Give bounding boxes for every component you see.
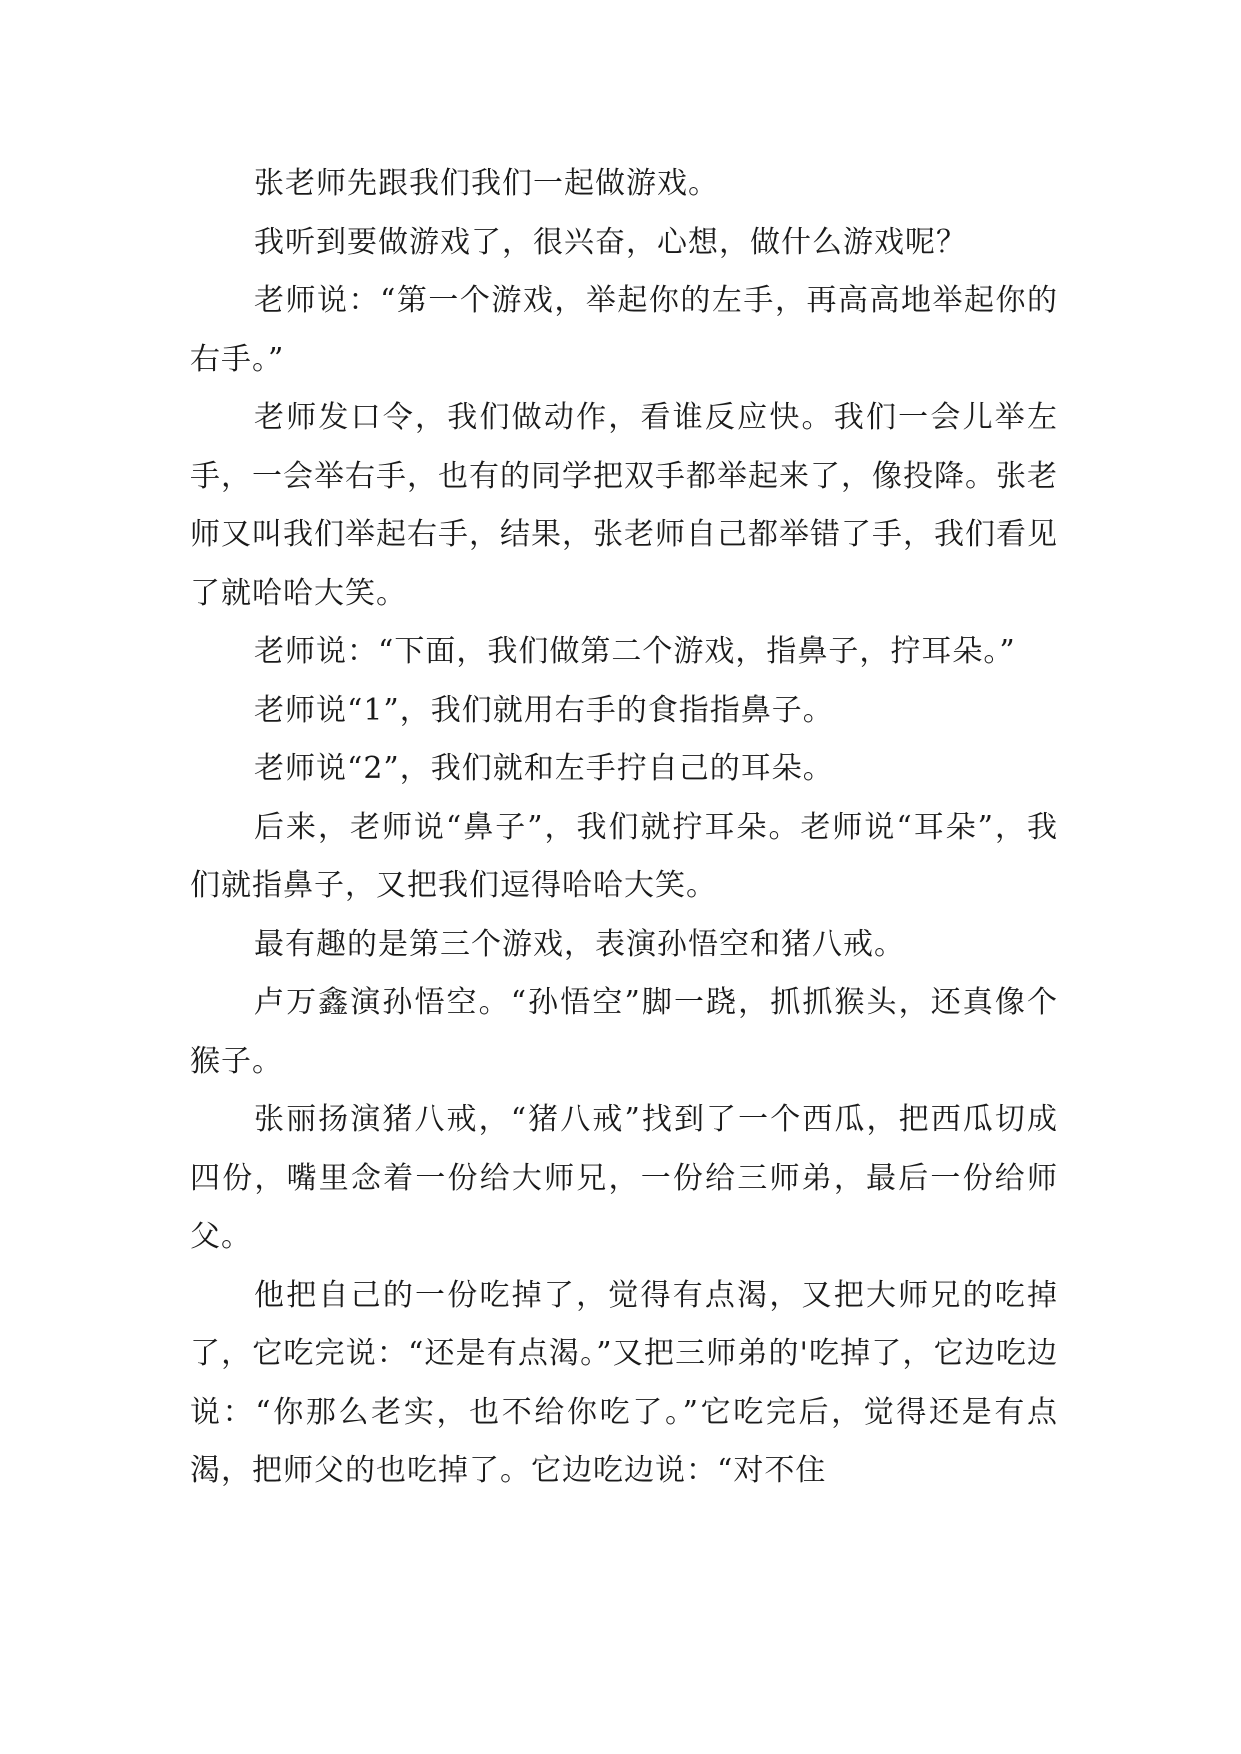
paragraph-11: 张丽扬演猪八戒，“猪八戒”找到了一个西瓜，把西瓜切成四份，嘴里念着一份给大师兄，一份给三师弟，最后一份给师父。	[190, 1102, 1058, 1254]
paragraph-6: 老师说“1”，我们就用右手的食指指鼻子。	[254, 692, 834, 728]
paragraph-10: 卢万鑫演孙悟空。“孙悟空”脚一跷，抓抓猴头，还真像个猴子。	[190, 985, 1058, 1079]
document-body	[190, 155, 1058, 1501]
paragraph-5: 老师说：“下面，我们做第二个游戏，指鼻子，拧耳朵。”	[254, 634, 1016, 669]
paragraph-4: 老师发口令，我们做动作，看谁反应快。我们一会儿举左手，一会举右手，也有的同学把双手都举起来了，像投降。张老师又叫我们举起右手，结果，张老师自己都举错了手，我们看见了就哈哈大笑。	[190, 400, 1058, 611]
paragraph-2: 我听到要做游戏了，很兴奋，心想，做什么游戏呢？	[254, 224, 967, 260]
paragraph-9: 最有趣的是第三个游戏，表演孙悟空和猪八戒。	[254, 926, 905, 962]
paragraph-12: 他把自己的一份吃掉了，觉得有点渴，又把大师兄的吃掉了，它吃完说：“还是有点渴。”又把三师弟的'吃掉了，它边吃边说：“你那么老实，也不给你吃了。”它吃完后，觉得还是有点渴，把师父的也吃掉了。它边吃边说：“对不住	[190, 1277, 1058, 1488]
paragraph-1: 张老师先跟我们我们一起做游戏。	[254, 166, 719, 201]
paragraph-7: 老师说“2”，我们就和左手拧自己的耳朵。	[254, 751, 834, 786]
paragraph-8: 后来，老师说“鼻子”，我们就拧耳朵。老师说“耳朵”，我们就指鼻子，又把我们逗得哈哈大笑。	[190, 809, 1058, 903]
paragraph-3: 老师说：“第一个游戏，举起你的左手，再高高地举起你的右手。”	[190, 283, 1058, 377]
